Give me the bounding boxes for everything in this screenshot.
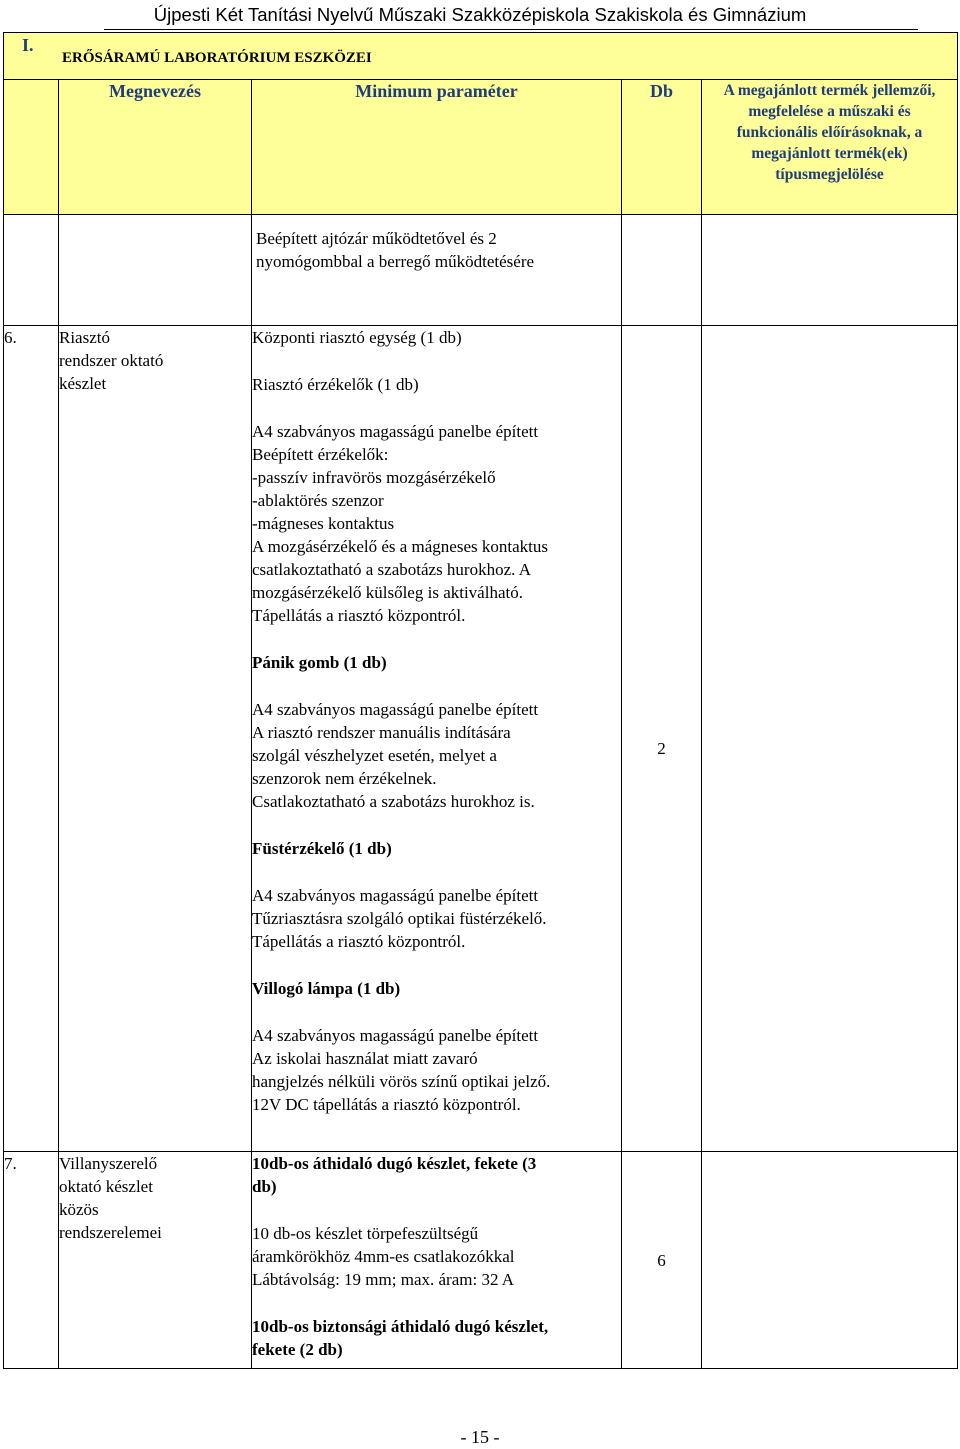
block-gap [252, 674, 621, 698]
spec-line: Az iskolai használat miatt zavaró [252, 1049, 478, 1068]
spec-line: 10db-os biztonsági áthidaló dugó készlet, [252, 1317, 549, 1336]
spec-line: Füstérzékelő (1 db) [252, 839, 392, 858]
spec-line: A4 szabványos magasságú panelbe épített [252, 1026, 539, 1045]
item-spec [252, 1222, 621, 1291]
spec-line: -ablaktörés szenzor [252, 491, 384, 510]
spec-line: áramkörökhöz 4mm-es csatlakozókkal [252, 1247, 515, 1266]
spec-line: A mozgásérzékelő és a mágneses kontaktus [252, 537, 548, 556]
continuation-line: Beépített ajtózár működtetővel és 2 [256, 229, 497, 248]
spec-line: 10db-os áthidaló dugó készlet, fekete (3 [252, 1154, 537, 1173]
section-title-cell [4, 33, 958, 80]
row-name-line: közös [59, 1200, 99, 1219]
item-spec [252, 326, 621, 349]
spec-line: Csatlakoztatható a szabotázs hurokhoz is. [252, 792, 535, 811]
column-header-row [4, 80, 958, 215]
offer-cell [702, 1152, 958, 1369]
block-gap [252, 1198, 621, 1222]
row-name-line: rendszer oktató [59, 351, 164, 370]
row-description [252, 1152, 622, 1369]
spec-line: A4 szabványos magasságú panelbe épített [252, 700, 539, 719]
row-number: 7. [4, 1152, 59, 1369]
page-number: - 15 - [460, 1427, 500, 1447]
row-qty: 6 [622, 1152, 702, 1369]
equipment-table [3, 32, 958, 1369]
spec-line: Tápellátás a riasztó központról. [252, 606, 466, 625]
block-gap [252, 1291, 621, 1315]
row-name-line: Riasztó [59, 328, 110, 347]
section-roman-numeral: I. [4, 80, 59, 215]
spec-line: Lábtávolság: 19 mm; max. áram: 32 A [252, 1270, 515, 1289]
row-name-line: készlet [59, 374, 107, 393]
column-header-name: Megnevezés [59, 80, 252, 215]
row-description [252, 326, 622, 1152]
item-spec [252, 420, 621, 627]
section-title: ERŐSÁRAMÚ LABORATÓRIUM ESZKÖZEI [62, 50, 372, 66]
spec-line: Pánik gomb (1 db) [252, 653, 387, 672]
item-heading [252, 837, 621, 860]
column-header-param: Minimum paraméter [252, 80, 622, 215]
spec-line: 10 db-os készlet törpefeszültségű [252, 1224, 479, 1243]
block-gap [252, 396, 621, 420]
item-heading [252, 651, 621, 674]
spec-line: -passzív infravörös mozgásérzékelő [252, 468, 496, 487]
spec-line: hangjelzés nélküli vörös színű optikai jelző. [252, 1072, 551, 1091]
block-gap [252, 860, 621, 884]
spec-line: Központi riasztó egység (1 db) [252, 328, 462, 347]
block-gap [252, 1000, 621, 1024]
item-spec [252, 698, 621, 813]
item-spec [252, 1024, 621, 1116]
block-gap [252, 953, 621, 977]
item-spec [252, 373, 621, 396]
continuation-row [4, 215, 958, 326]
spec-line: -mágneses kontaktus [252, 514, 395, 533]
section-title-row [4, 33, 958, 80]
column-header-offer: A megajánlott termék jellemzői, megfelelése a műszaki és funkcionális előírásoknak, a megajánlott termék(ek) típusmegjelölése [702, 80, 958, 215]
spec-line: mozgásérzékelő külsőleg is aktiválható. [252, 583, 523, 602]
spec-line: Tűzriasztásra szolgáló optikai füstérzékelő. [252, 909, 547, 928]
table-row [4, 326, 958, 1152]
row-name [59, 326, 252, 1152]
spec-line: A4 szabványos magasságú panelbe épített [252, 422, 539, 441]
spec-line: Riasztó érzékelők (1 db) [252, 375, 419, 394]
spec-line: Villogó lámpa (1 db) [252, 979, 401, 998]
header-rule [104, 29, 918, 30]
spec-line: szenzorok nem érzékelnek. [252, 769, 437, 788]
spec-line: 12V DC tápellátás a riasztó központról. [252, 1095, 521, 1114]
spec-line: szolgál vészhelyzet esetén, melyet a [252, 746, 497, 765]
spec-line: A4 szabványos magasságú panelbe épített [252, 886, 539, 905]
block-gap [252, 349, 621, 373]
spec-line: Tápellátás a riasztó központról. [252, 932, 466, 951]
page-header: Újpesti Két Tanítási Nyelvű Műszaki Szakközépiskola Szakiskola és Gimnázium [153, 4, 807, 25]
continuation-text [252, 215, 622, 326]
row-name-line: Villanyszerelő [59, 1154, 158, 1173]
spec-line: A riasztó rendszer manuális indítására [252, 723, 511, 742]
item-heading [252, 1152, 621, 1198]
spec-line: csatlakoztatható a szabotázs hurokhoz. A [252, 560, 531, 579]
row-name-line: rendszerelemei [59, 1223, 162, 1242]
block-gap [252, 627, 621, 651]
offer-cell [702, 326, 958, 1152]
spec-line: fekete (2 db) [252, 1340, 343, 1359]
block-gap [252, 813, 621, 837]
spec-line: Beépített érzékelők: [252, 445, 389, 464]
spec-line: db) [252, 1177, 277, 1196]
item-spec [252, 884, 621, 953]
row-name-line: oktató készlet [59, 1177, 153, 1196]
item-heading [252, 977, 621, 1000]
column-header-qty: Db [622, 80, 702, 215]
continuation-line: nyomógombbal a berregő működtetésére [256, 252, 535, 271]
row-name [59, 1152, 252, 1369]
row-qty: 2 [622, 326, 702, 1152]
table-row [4, 1152, 958, 1369]
row-number: 6. [4, 326, 59, 1152]
item-heading [252, 1315, 621, 1361]
